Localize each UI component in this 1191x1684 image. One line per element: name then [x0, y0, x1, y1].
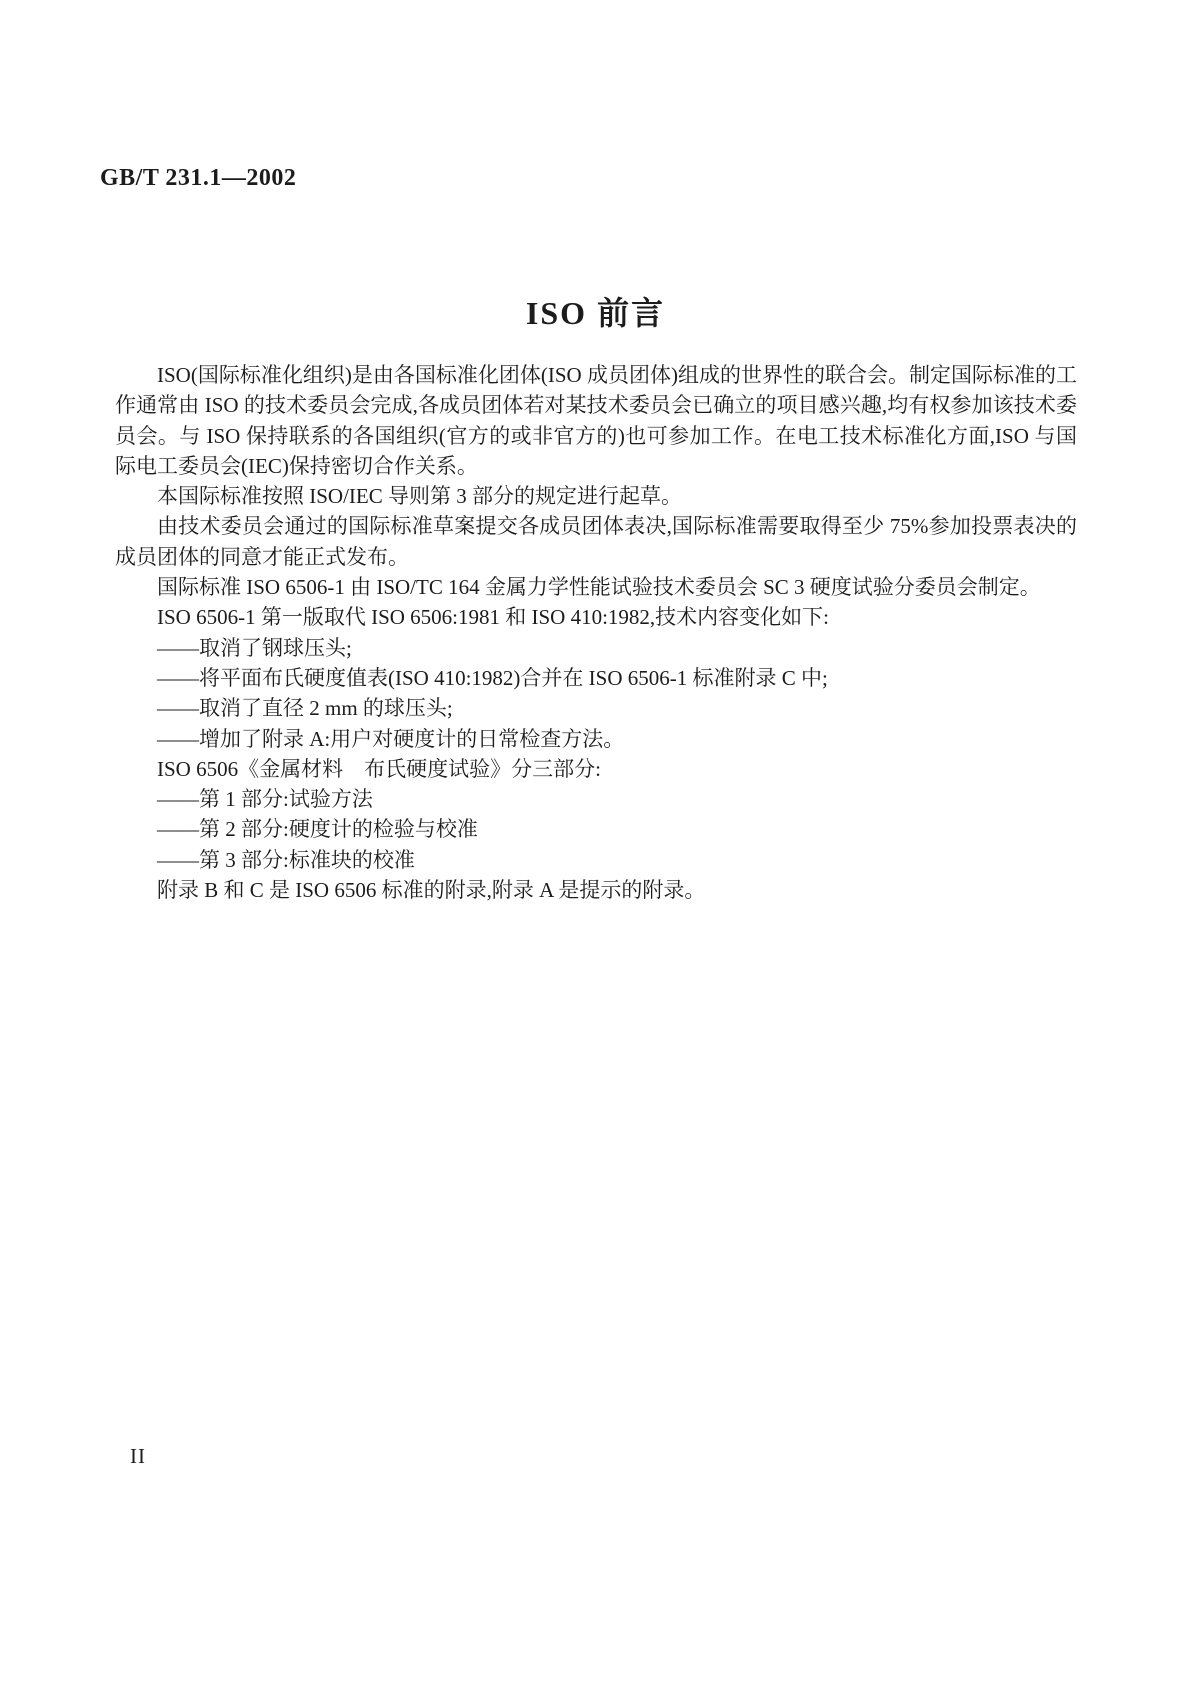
paragraph-voting: 由技术委员会通过的国际标准草案提交各成员团体表决,国际标准需要取得至少 75%参加投票表决的成员团体的同意才能正式发布。	[115, 514, 1077, 569]
list-item-part-2: ——第 2 部分:硬度计的检验与校准	[157, 817, 478, 842]
document-body	[115, 360, 1077, 905]
paragraph-drafting-rule: 本国际标准按照 ISO/IEC 导则第 3 部分的规定进行起草。	[157, 484, 682, 509]
paragraph-parts-intro: ISO 6506《金属材料 布氏硬度试验》分三部分:	[157, 756, 601, 781]
list-item-part-1: ——第 1 部分:试验方法	[157, 787, 373, 812]
list-item-change-2: ——将平面布氏硬度值表(ISO 410:1982)合并在 ISO 6506-1 标准附录 C 中;	[157, 665, 828, 690]
paragraph-committee: 国际标准 ISO 6506-1 由 ISO/TC 164 金属力学性能试验技术委员会 SC 3 硬度试验分委员会制定。	[157, 575, 1041, 600]
page-number: II	[130, 1444, 146, 1468]
paragraph-intro: ISO(国际标准化组织)是由各国标准化团体(ISO 成员团体)组成的世界性的联合会。制定国际标准的工作通常由 ISO 的技术委员会完成,各成员团体若对某技术委员会已确立的项目感兴趣,均有权参加该技术委员会。与 ISO 保持联系的各国组织(官方的或非官方的)也可参加工作。在电工技术标准化方面,ISO 与国际电工委员会(IEC)保持密切合作关系。	[115, 363, 1077, 478]
list-item-change-4: ——增加了附录 A:用户对硬度计的日常检查方法。	[157, 726, 625, 751]
paragraph-annexes: 附录 B 和 C 是 ISO 6506 标准的附录,附录 A 是提示的附录。	[157, 878, 706, 903]
standard-number: GB/T 231.1—2002	[100, 165, 297, 191]
page-title: ISO 前言	[525, 295, 666, 331]
list-item-change-1: ——取消了钢球压头;	[157, 635, 352, 660]
list-item-change-3: ——取消了直径 2 mm 的球压头;	[157, 696, 453, 721]
list-item-part-3: ——第 3 部分:标准块的校准	[157, 847, 415, 872]
paragraph-edition-changes: ISO 6506-1 第一版取代 ISO 6506:1981 和 ISO 410:1982,技术内容变化如下:	[157, 605, 830, 630]
